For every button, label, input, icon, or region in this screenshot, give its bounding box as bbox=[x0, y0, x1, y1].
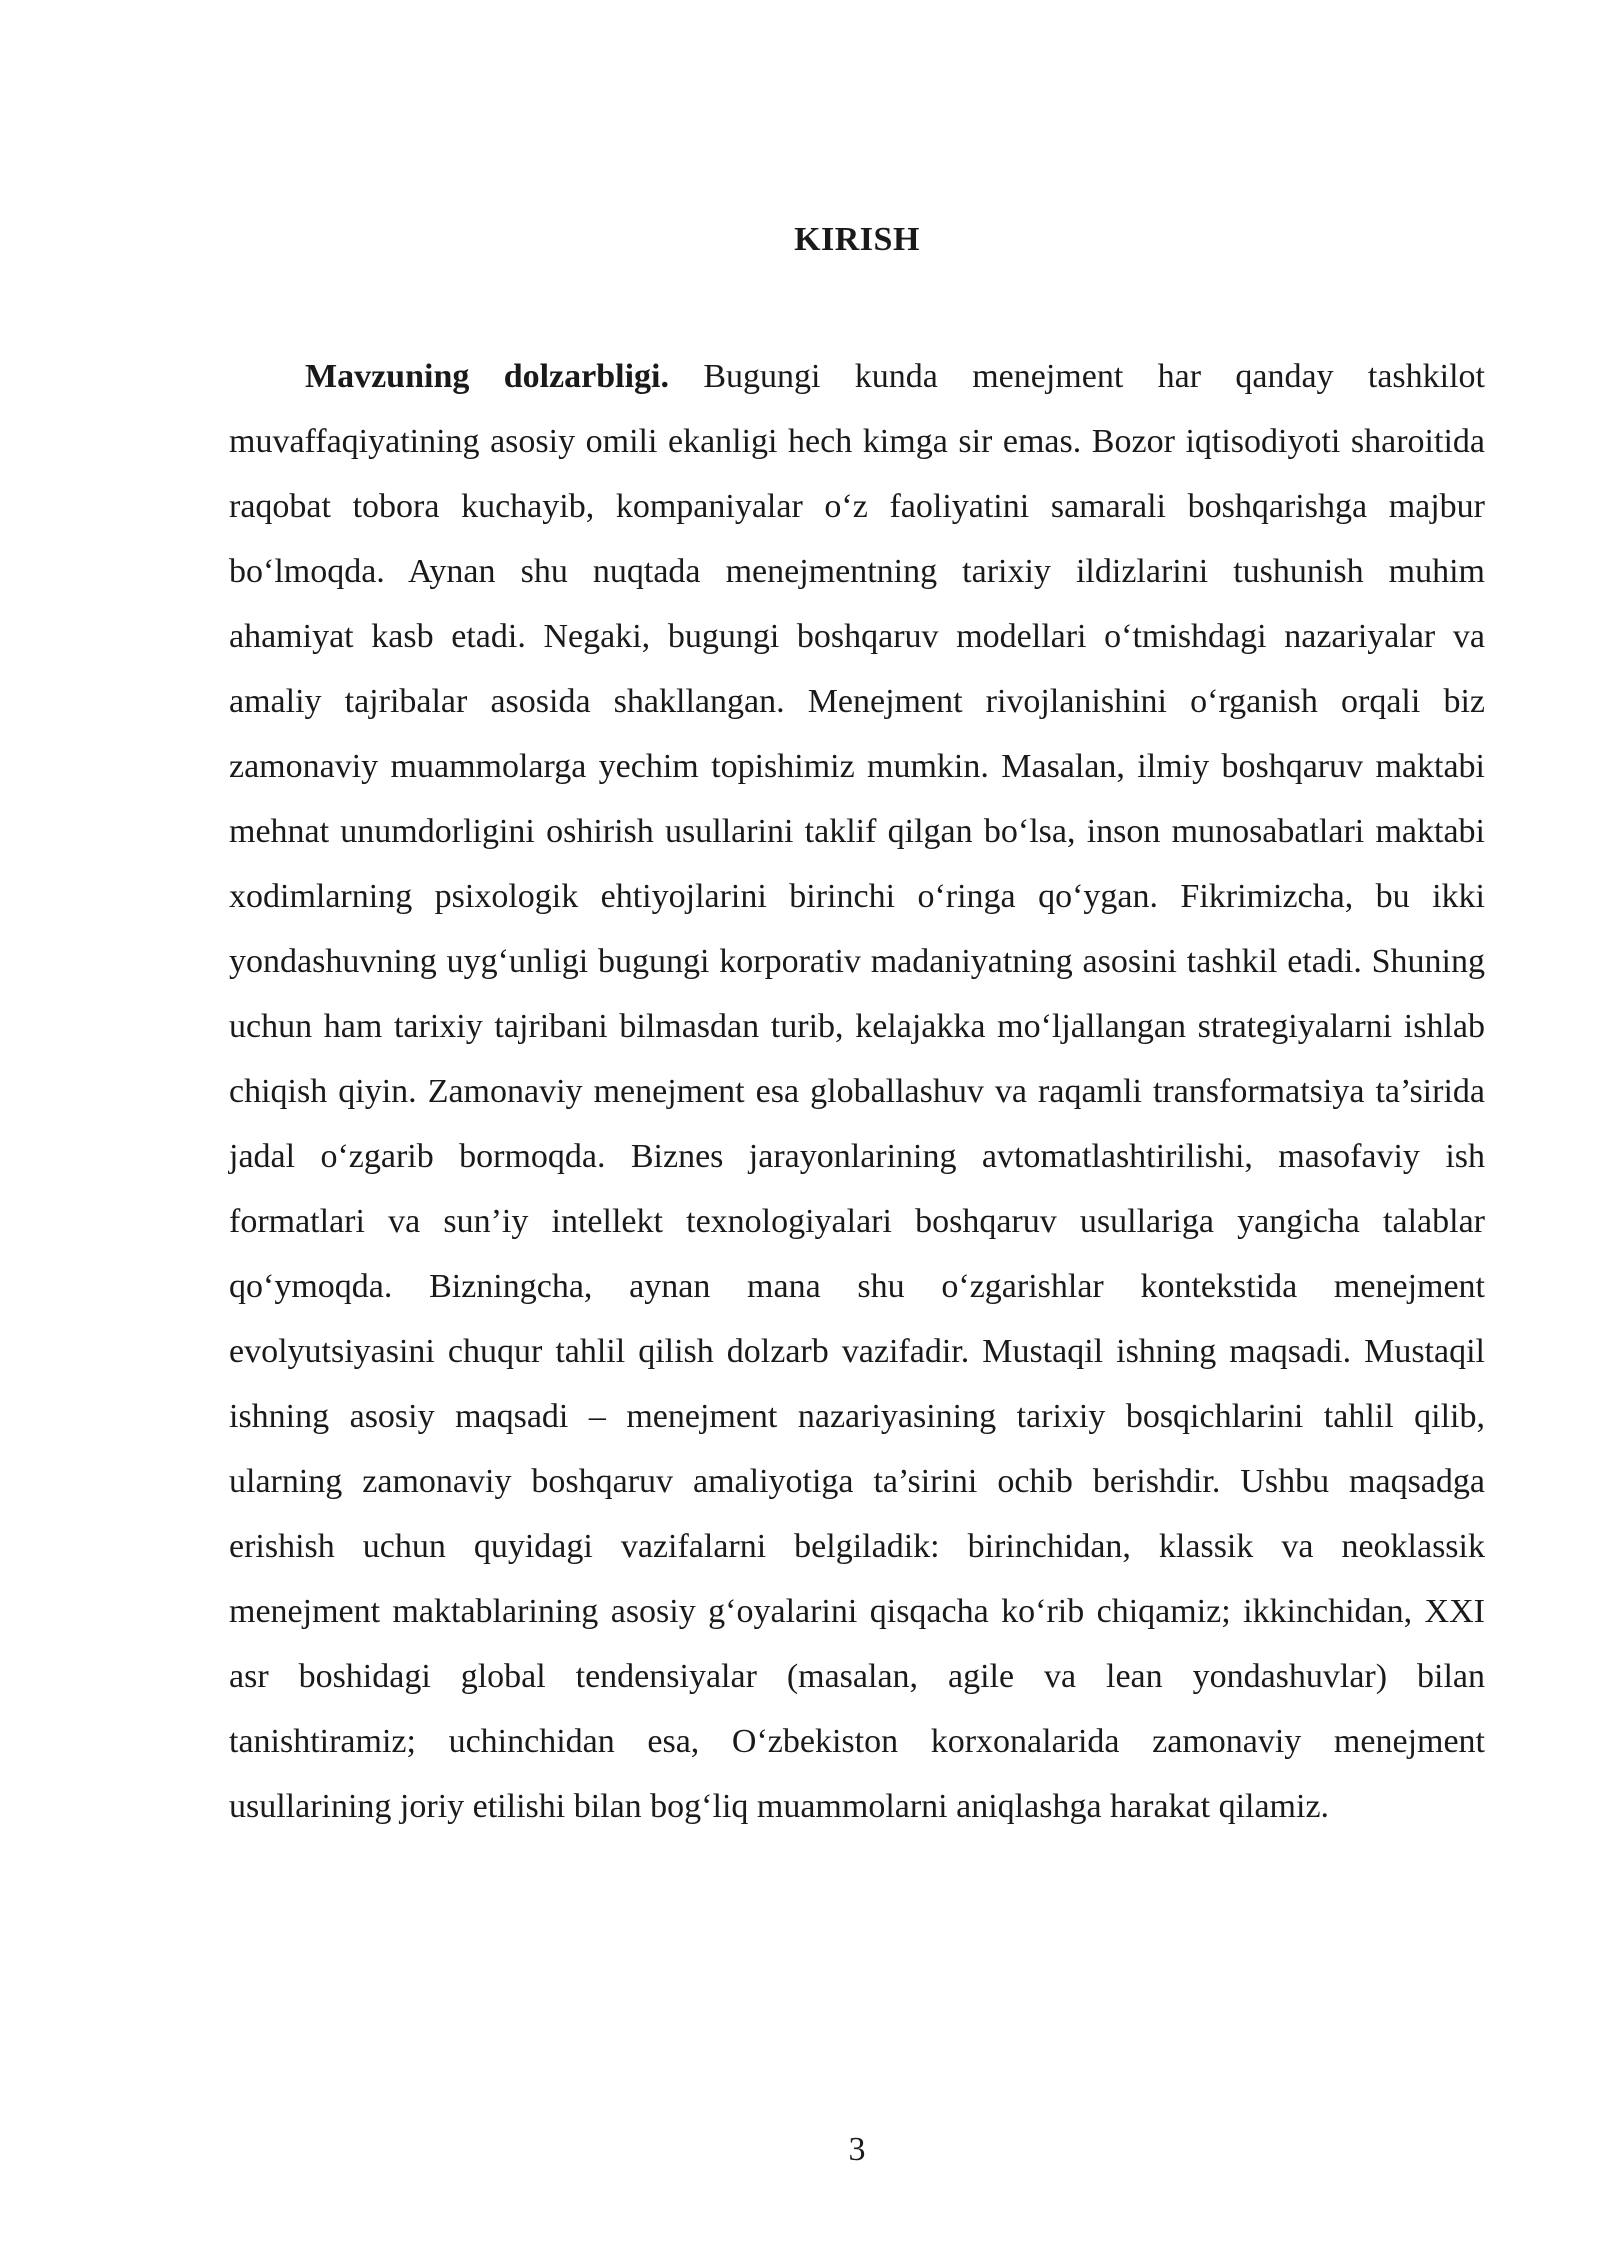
page-number: 3 bbox=[848, 2131, 866, 2168]
paragraph-text: Bugungi kunda menejment har qanday tashkilot muvaffaqiyatining asosiy omili ekanligi hech kimga sir emas. Bozor iqtisodiyoti sharoitida raqobat tobora kuchayib, kompaniyalar o‘z faoliyatini samarali boshqarishga majbur bo‘lmoqda. Aynan shu nuqtada menejmentning tarixiy ildizlarini tushunish muhim ahamiyat kasb etadi. Negaki, bugungi boshqaruv modellari o‘tmishdagi nazariyalar va amaliy tajribalar asosida shakllangan. Menejment rivojlanishini o‘rganish orqali biz zamonaviy muammolarga yechim topishimiz mumkin. Masalan, ilmiy boshqaruv maktabi mehnat unumdorligini oshirish usullarini taklif qilgan bo‘lsa, inson munosabatlari maktabi xodimlarning psixologik ehtiyojlarini birinchi o‘ringa qo‘ygan. Fikrimizcha, bu ikki yondashuvning uyg‘unligi bugungi korporativ madaniyatning asosini tashkil etadi. Shuning uchun ham tarixiy tajribani bilmasdan turib, kelajakka mo‘ljallangan strategiyalarni ishlab chiqish qiyin. Zamonaviy menejment esa globallashuv va raqamli transformatsiya ta’sirida jadal o‘zgarib bormoqda. Biznes jarayonlarining avtomatlashtirilishi, masofaviy ish formatlari va sun’iy intellekt texnologiyalari boshqaruv usullariga yangicha talablar qo‘ymoqda. Bizningcha, aynan mana shu o‘zgarishlar kontekstida menejment evolyutsiyasini chuqur tahlil qilish dolzarb vazifadir. Mustaqil ishning maqsadi. Mustaqil ishning asosiy maqsadi – menejment nazariyasining tarixiy bosqichlarini tahlil qilib, ularning zamonaviy boshqaruv amaliyotiga ta’sirini ochib berishdir. Ushbu maqsadga erishish uchun quyidagi vazifalarni belgiladik: birinchidan, klassik va neoklassik menejment maktablarining asosiy g‘oyalarini qisqacha ko‘rib chiqamiz; ikkinchidan, XXI asr boshidagi global tendensiyalar (masalan, agile va lean yondashuvlar) bilan tanishtiramiz; uchinchidan esa, O‘zbekiston korxonalarida zamonaviy menejment usullarining joriy etilishi bilan bog‘liq muammolarni aniqlashga harakat qilamiz. bbox=[229, 358, 1485, 1825]
section-title: KIRISH bbox=[794, 221, 920, 258]
body-paragraph bbox=[229, 344, 1485, 1839]
paragraph-lead: Mavzuning dolzarbligi. bbox=[305, 358, 669, 395]
